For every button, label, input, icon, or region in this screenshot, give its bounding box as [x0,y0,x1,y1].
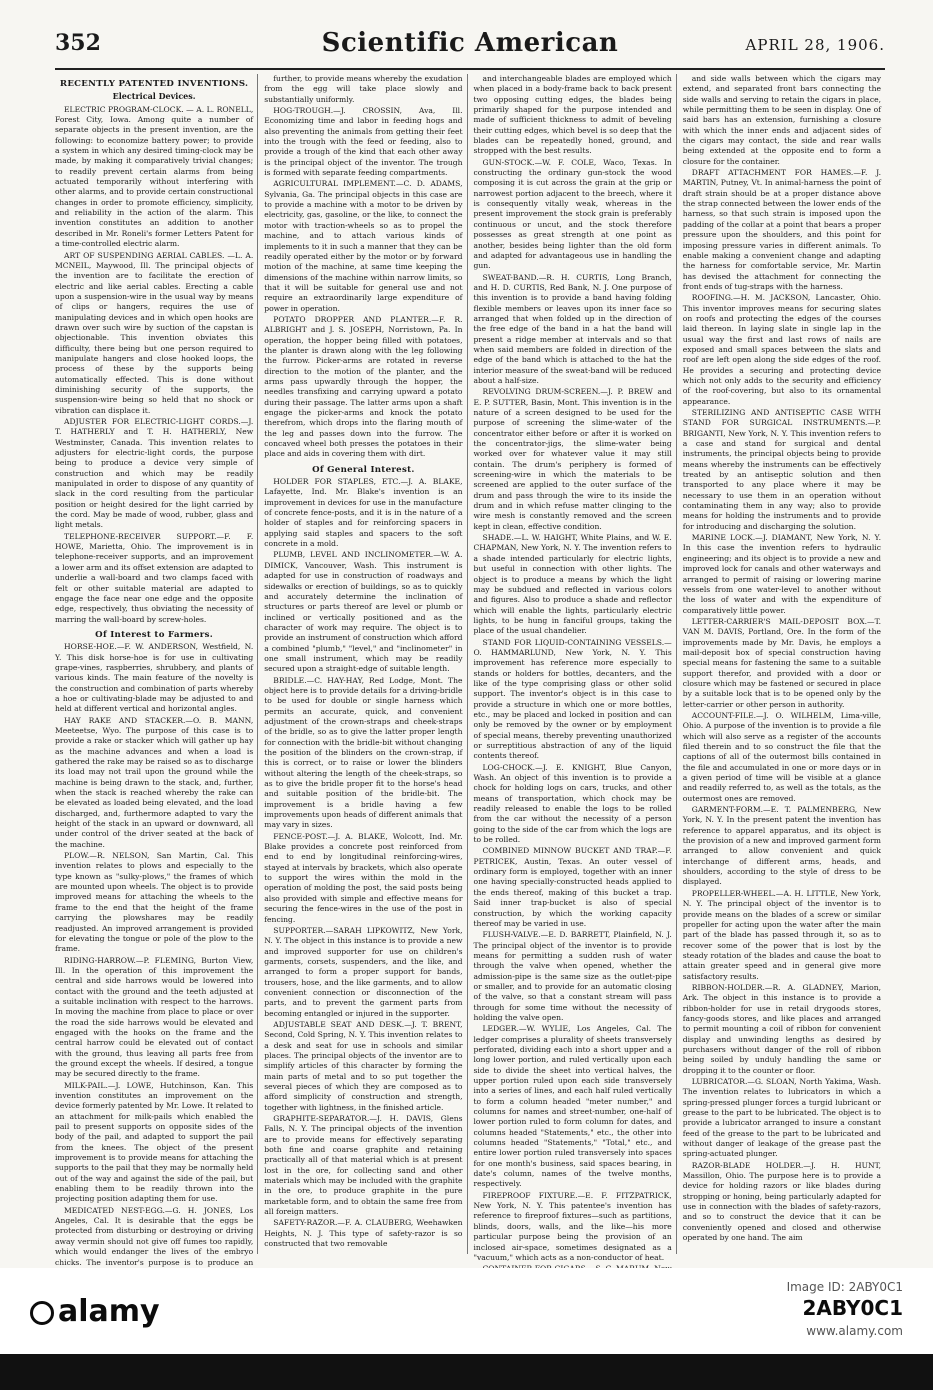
patent-entry: GRAPHITE-SEPARATOR.—J. H. DAVIS, Glens Falls, N. Y. The principal objects of the invention are to provide means for effectively separating both fine and coarse graphite and retaining practically all of that material which is at present lost in the ore, for collecting sand and other materials which may be included with the graphite in the ore, to produce graphite in the pure marketable form, and to obtain the same free from all foreign matters. [264,1114,463,1217]
patent-entry: REVOLVING DRUM-SCREEN.—J. P. BREW and E. P. SUTTER, Basin, Mont. This invention is in the nature of a screen designed to be used for the purpose of screening the slime-water of the concentrator either before or after it is worked on the concentrator-jigs, the slime-water being worked over for whatever value it may still contain. The drum's periphery is formed of screening-wire in which the materials to be screened are applied to the outer surface of the drum and pass through the wire to its inside the drum and in which refuse matter clinging to the wire mesh is constantly removed and the screen kept in clean, effective condition. [473,387,672,531]
patent-entry: HOG-TROUGH.—J. CROSSIN, Ava, Ill. Economizing time and labor in feeding hogs and also preventing the animals from getting their feet into the trough with the feed or feeding, also to provide a trough of the kind that each other away is the principal object of the inventor. The trough is formed with separate feeding compartments. [264,106,463,178]
section-heading: Of General Interest. [312,464,415,475]
section-heading: RECENTLY PATENTED INVENTIONS. [59,79,249,89]
patent-entry: STERILIZING AND ANTISEPTIC CASE WITH STAND FOR SURGICAL INSTRUMENTS.—P. BRIGANTI, New York, N. Y. This invention refers to a case and stand for surgical and dental instruments, the principal objects being to provide means whereby the instruments can be effectively treated by an antiseptic solution and then transported to any place where it may be necessary to use them in an operation without contaminating them in any way; also to provide means for holding the instruments and to provide for introducing and discharging the solution. [682,408,881,531]
patent-entry: STAND FOR LIQUID-CONTAINING VESSELS.—O. HAMMARLUND, New York, N. Y. This improvement has reference more especially to stands or holders for bottles, decanters, and the like of the type comprising glass or other solid support. The inventor's object is in this case to provide a structure in which one or more bottles, etc., may be placed and locked in position and can only be removed by the owner or by employment of special means, thereby preventing unauthorized or surreptitious abstraction of any of the liquid contents thereof. [473,637,672,761]
patent-entry: MILK-PAIL.—J. LOWE, Hutchinson, Kan. This invention constitutes an improvement on the device formerly patented by Mr. Lowe. It related to an attachment for milk-pails which enabled the pail to present supports on opposite sides of the body of the pail, and adapted to support the pail from the knees. The object of the present improvement is to provide means for attaching the supports to the pail that they may be normally held out of the way and against the side of the pail, but enabling them to be readily thrown into the projecting position adapting them for use. [55,1080,254,1204]
patent-entry: COMBINED MINNOW BUCKET AND TRAP.—F. PETRICEK, Austin, Texas. An outer vessel of ordinary form is employed, together with an inner one having specially-constructed heads applied to the ends thereof, making of this bucket a trap. Said inner trap-bucket is also of special construction, by which the working capacity thereof may be varied in use. [473,846,672,928]
patent-entry: LUBRICATOR.—G. SLOAN, North Yakima, Wash. The invention relates to lubricators in which a spring-pressed plunger forces a turgid lubricant or grease to the part to be lubricated. The object is to provide a lubricator arranged to insure a constant feed of the grease to the part to be lubricated and without danger of leakage of the grease past the spring-actuated plunger. [682,1077,881,1159]
patent-entry: LOG-CHOCK.—J. E. KNIGHT, Blue Canyon, Wash. An object of this invention is to provide a chock for holding logs on cars, trucks, and other means of transportation, which chock may be readily released to enable the logs to be rolled from the car without the necessity of a person going to the side of the car from which the logs are to be rolled. [473,762,672,845]
patent-entry: HOLDER FOR STAPLES, ETC.—J. A. BLAKE, Lafayette, Ind. Mr. Blake's invention is an improvement in devices for use in the manufacture of concrete fence-posts, and it is in the nature of a holder of staples and for reinforcing spacers in applying said staples and spacers to the soft concrete in a mold. [264,477,463,549]
stock-site-url[interactable]: www.alamy.com [806,1324,903,1338]
magazine-title: Scientific American [321,28,619,58]
patent-entry: POTATO DROPPER AND PLANTER.—F. R. ALBRIGHT and J. S. JOSEPH, Norristown, Pa. In operation, the hopper being filled with potatoes, the planter is drawn along with the leg following the furrow. Picker-arms are rotated in reverse direction to the motion of the planter, and the arms pass upwardly through the hopper, the needles transfixing and carrying upward a potato during their passage. The latter arms upon a shaft engage the picker-arms and knock the potato therefrom, which drops into the flaring mouth of the leg and passes down into the furrow. The concaved wheel both presses the potatoes in their place and aids in covering them with dirt. [264,314,463,459]
stock-footer [0,1268,933,1390]
patent-entry: LEDGER.—W. WYLIE, Los Angeles, Cal. The ledger comprises a plurality of sheets transversely perforated, dividing each into a short upper and a long lower portion, and ruled vertically upon each side to divide the sheet into vertical halves, the upper portion ruled upon each side transversely into a series of lines, and each half ruled vertically to form a column headed "meter number," and columns for names and street-number, one-half of lower portion ruled to form column for dates, and columns headed "Statements," etc., the other into columns headed "Statements," "Total," etc., and entire lower portion ruled transversely into spaces for one month's business, said spaces bearing, in date's column, names of the twelve months, respectively. [473,1024,672,1189]
patent-entry: FENCE-POST.—J. A. BLAKE, Wolcott, Ind. Mr. Blake provides a concrete post reinforced from end to end by longitudinal reinforcing-wires, stayed at intervals by brackets, which also operate to support the wires within the mold in the operation of molding the post, the said posts being also provided with simple and effective means for securing the fence-wires in the use of the post in fencing. [264,831,463,924]
subsection-heading: Electrical Devices. [112,91,196,102]
patent-entry: BRIDLE.—C. HAY-HAY, Red Lodge, Mont. The object here is to provide details for a driving-bridle to be used for double or single harness which permits an accurate, quick, and convenient adjustment of the crown-straps and cheek-straps of the bridle, so as to give the latter proper length for connection with the bridle-bit without changing the position of the blinders on the crown-strap, if this is correct, or to raise or lower the blinders without altering the length of the cheek-straps, so as to give the bridle proper fit to the horse's head and suitable position of the bridle-bit. The improvement is a bridle having a few improvements upon heads of different animals that may vary in sizes. [264,675,463,830]
patent-entry: further, to provide means whereby the exudation from the egg will take place slowly and substantially uniformly. [264,74,463,104]
patent-entry: MARINE LOCK.—J. DIAMANT, New York, N. Y. In this case the invention refers to hydraulic engineering; and its object is to provide a new and improved lock for canals and other waterways and arranged to permit of raising or lowering marine vessels from one water-level to another without the loss of water and with the expenditure of comparatively little power. [682,533,881,615]
patent-entry: TELEPHONE-RECEIVER SUPPORT.—F. F. HOWE, Marietta, Ohio. The improvement is in telephone-receiver supports, and an improvement a lower arm and its offset extension are adapted to underlie a wall-board and two clamps faced with felt or other suitable material are adapted to engage the face near one edge and the opposite edge, respectively, thus obviating the necessity of marring the wall-board by screw-holes. [55,531,254,624]
patent-entry: FIREPROOF FIXTURE.—E. F. FITZPATRICK, New York, N. Y. This patentee's invention has reference to fireproof fixtures—such as partitions, blinds, doors, walls, and the like—his more particular purpose being the provision of an inclosed air-space, sometimes designated as a "vacuum," which acts as a non-conductor of heat. [473,1190,672,1262]
alamy-mark-icon [30,1301,54,1325]
patent-entry: SWEAT-BAND.—R. H. CURTIS, Long Branch, and H. D. CURTIS, Red Bank, N. J. One purpose of this invention is to provide a band having folding flexible members or leaves upon its inner face so arranged that when folded up in the direction of the free edge of the band in a hat the band will present a ridge member at intervals and so that when said members are folded in direction of the edge of the band which is attached to the hat the interior measure of the sweat-band will be reduced about a half-size. [473,272,672,385]
article-columns [55,74,885,1267]
issue-date: APRIL 28, 1906. [745,36,885,54]
alamy-logo[interactable] [30,1294,160,1329]
page-number: 352 [55,30,101,56]
patent-entry: RAZOR-BLADE HOLDER.—J. H. HUNT, Massillon, Ohio. The purpose here is to provide a device for holding razors or like blades during stropping or honing, being particularly adapted for use in connection with the blades of safety-razors, and so to construct the device that it can be conveniently opened and closed and otherwise operated by one hand. The aim [682,1160,881,1243]
patent-entry: PROPELLER-WHEEL.—A. H. LITTLE, New York, N. Y. The principal object of the inventor is to provide means on the blades of a screw or similar propeller for acting upon the water after the main part of the blade has passed through it, so as to recover some of the power that is lost by the steady rotation of the blades and cause the boat to attain greater speed and in general give more satisfactory results. [682,888,881,981]
patent-entry: SUPPORTER.—SARAH LIPKOWITZ, New York, N. Y. The object in this instance is to provide a new and improved supporter for use on children's garments, corsets, suspenders, and the like, and arranged to form a proper support for bands, trousers, hose, and the like garments, and to allow convenient connection or disconnection of the parts, and to prevent the garment parts from becoming entangled or injured in the supporter. [264,925,463,1018]
patent-entry: FLUSH-VALVE.—E. D. BARRETT, Plainfield, N. J. The principal object of the inventor is to provide means for permitting a sudden rush of water through the valve when opened, whether the admission-pipe is the same size as the outlet-pipe or smaller, and to provide for an automatic closing of the valve, so that a constant stream will pass through for some time without the necessity of holding the valve open. [473,930,672,1022]
patent-entry: ROOFING.—H. M. JACKSON, Lancaster, Ohio. This inventor improves means for securing slates on roofs and protecting the edges of the courses laid thereon. In laying slate in single lap in the usual way the first and last rows of nails are exposed and small spaces between the slats and roof are left open along the side edges of the roof. He provides a securing and protecting device which not only adds to the security and efficiency of the roof-covering, but also to its ornamental appearance. [682,293,881,406]
patent-entry: and interchangeable blades are employed which when placed in a body-frame back to back present two opposing cutting edges, the blades being primarily shaped for the purpose intended and made of sufficient thickness to admit of beveling their cutting edges, which bevel is so deep that the blades can be repeatedly honed, ground, and stropped with the best results. [473,74,672,156]
patent-entry: AGRICULTURAL IMPLEMENT.—C. D. ADAMS, Sylvania, Ga. The principal objects in this case are to provide a machine with a motor to be driven by electricity, gas, gasoline, or the like, to connect the motor with traction-wheels so as to propel the machine, and to attach various kinds of implements to it in such a manner that they can be readily operated either by the motor or by forward motion of the machine, at same time keeping the dimensions of the machine within narrow limits, so that it will be suitable for general use and not require an extraordinarily large expenditure of power in operation. [264,179,463,313]
column-3 [473,74,677,1262]
patent-entry: ACCOUNT-FILE.—J. O. WILHELM, Lima-ville, Ohio. A purpose of the invention is to provide a file which will also serve as a register of the accounts filed therein and to so construct the file that the captions of all of the outermost bills contained in the file and accumulated in one or more days or in a given period of time will be visible at a glance and readily referred to, as well as the totals, as the outermost ones are removed. [682,710,881,803]
alamy-logo-text: alamy [58,1294,160,1329]
patent-entry: LETTER-CARRIER'S MAIL-DEPOSIT BOX.—T. VAN M. DAVIS, Portland, Ore. In the form of the improvements made by Mr. Davis, he employs a mail-deposit box of special construction having special means for fastening the same to a suitable support therefor, and provided with a door or closure which may be fastened or secured in place by a suitable lock that is to be opened only by the letter-carrier or other person in authority. [682,616,881,709]
section-heading: Of Interest to Farmers. [95,629,214,640]
patent-entry: ADJUSTABLE SEAT AND DESK.—J. T. BRENT, Second, Cold Spring, N. Y. This invention relates to a desk and seat for use in schools and similar places. The principal objects of the inventor are to simplify articles of this character by forming the main parts of metal and to so put together the several pieces of which they are composed as to afford simplicity of construction and strength, together with lightness, in the finished article. [264,1019,463,1112]
patent-entry: HAY RAKE AND STACKER.—O. B. MANN, Meeteetse, Wyo. The purpose of this case is to provide a rake or stacker which will gather up hay as the machine advances and when a load is gathered the rake may be raised so as to discharge its load may not trail upon the ground while the machine is being drawn to the stack, and, further, when the stack is reached whereby the rake can be elevated as loaded being elevated, and the load discharged, and, furthermore adapted to vary the height of the stack in an upward or downward, all under control of the driver seated at the back of the machine. [55,715,254,849]
patent-entry: SHADE.—L. W. HAIGHT, White Plains, and W. E. CHAPMAN, New York, N. Y. The invention refers to a shade intended particularly for electric lights, but useful in connection with other lights. The object is to produce a means by which the light may be subdued and reflected in various colors and figures. Also to produce a shade and reflector which will enable the lights, particularly electric lights, to be hung in fanciful groups, taking the place of the usual chandelier. [473,533,672,636]
column-2 [264,74,467,1254]
page-header [55,28,885,68]
patent-entry: GARMENT-FORM.—E. T. PALMENBERG, New York, N. Y. In the present patent the invention has reference to apparel apparatus, and its object is the provision of a new and improved garment form arranged to allow convenient and quick interchange of different arms, heads, and shoulders, according to the style of dress to be displayed. [682,805,881,887]
patent-entry: and side walls between which the cigars may extend, and separated front bars connecting the side walls and serving to retain the cigars in place, while permitting them to be seen in display. One of said bars has an extension, furnishing a closure with which the inner ends and adjacent sides of the cigars may contact, the side and rear walls being extended at the opposite end to form a closure for the container. [682,74,881,166]
footer-bar [0,1354,933,1390]
patent-entry: RIDING-HARROW.—P. FLEMING, Burton View, Ill. In the operation of this improvement the central and side harrows would be lowered into contact with the ground and the teeth adjusted at a suitable inclination with respect to the harrows. In moving the machine from place to place or over the road the side harrows would be elevated and engaged with the hooks on the frame and the central harrow could be elevated out of contact with the ground, thus leaving all parts free from the ground except the wheels. If desired, a tongue may be secured directly to the frame. [55,955,254,1079]
column-1 [55,74,258,1267]
patent-entry: GUN-STOCK.—W. F. COLE, Waco, Texas. In constructing the ordinary gun-stock the wood composing it is cut across the grain at the grip or narrowest portion adjacent to the breech, where it is consequently vitally weak, whereas in the present improvement the stock grain is preferably continuous or uncut, and the stock therefore possesses as great strength at one point as another, besides being lighter than the old form and adapted for advantageous use in handling the gun. [473,157,672,271]
patent-entry: ART OF SUSPENDING AERIAL CABLES. —L. A. MCNEIL, Maywood, Ill. The principal objects of the invention are to facilitate the erection of electric and like aerial cables. Erecting a cable upon a suspension-wire in the usual way by means of clips or hangers, requires the use of manipulating devices and in which open hooks are drawn over such wire by suction of the capstan is objectionable. This invention obviates this difficulty, there being but one person required to manipulate hangers and close hooked loops, the process of these by the supports being automatically effected. This is done without diminishing security of the supports, the suspension-wire being so held that no shock or vibration can displace it. [55,250,254,415]
patent-entry: PLOW.—R. NELSON, San Martin, Cal. This invention relates to plows and especially to the type known as "sulky-plows," the frames of which are mounted upon wheels. The object is to provide improved means for attaching the wheels to the frame to the end that the height of the frame carrying the plowshares may be readily readjusted. An improved arrangement is provided for elevating the tongue or pole of the plow to the frame. [55,851,254,954]
header-rule [55,68,885,70]
column-4 [683,74,885,1254]
patent-entry: MEDICATED NEST-EGG.—G. H. JONES, Los Angeles, Cal. It is desirable that the eggs be protected from disturbing or destroying or driving away vermin should not give off fumes too rapidly, which would endanger the lives of the embryo chicks. The inventor's purpose is to produce an [55,1205,254,1267]
patent-entry: HORSE-HOE.—F. W. ANDERSON, Westfield, N. Y. This disk horse-hoe is for use in cultivating grape-vines, raspberries, shrubbery, and plants of various kinds. The main feature of the novelty is the construction and combination of parts whereby a hoe or cultivating-blade may be adjusted to and held at different vertical and horizontal angles. [55,642,254,714]
image-id: 2ABY0C1 [802,1296,903,1320]
patent-entry: ELECTRIC PROGRAM-CLOCK. — A. L. RONELL, Forest City, Iowa. Among quite a number of separate objects in the present invention, are the following: to economize battery power; to provide a system in which any desired timing-clock may be made, by making it comparatively trivial changes; to readily prevent certain alarms from being actuated temporarily without interfering with other alarms, and to provide certain constructional changes in order to promote efficiency, simplicity, and reliability in the action of the alarm. This invention constitutes an addition to another described in Mr. Roneli's former Letters Patent for a time-controlled electric alarm. [55,104,254,249]
patent-entry: SAFETY-RAZOR.—F. A. CLAUBERG, Weehawken Heights, N. J. This type of safety-razor is so constructed that two removable [264,1218,463,1249]
patent-entry: PLUMB, LEVEL AND INCLINOMETER.—W. A. DIMICK, Vancouver, Wash. This instrument is adapted for use in construction of roadways and sidewalks or erection of buildings, so as to quickly and accurately determine the inclination of structures or parts thereof are level or plumb or inclined or vertically positioned and as the character of work may require. The object is to provide an instrument of construction which afford a combined "plumb," "level," and "inclinometer" in one small instrument, which may be readily secured upon a straight-edge of suitable length. [264,550,463,674]
image-id-label: Image ID: 2ABY0C1 [786,1280,903,1294]
patent-entry: RIBBON-HOLDER.—R. A. GLADNEY, Marion, Ark. The object in this instance is to provide a ribbon-holder for use in retail drygoods stores, fancy-goods stores, and like places and arranged to permit mounting a coil of ribbon for convenient display and unwinding lengths as desired by purchasers without danger of the roll of ribbon being soiled by unduly handling the same or dropping it to the counter or floor. [682,982,881,1075]
patent-entry: ADJUSTER FOR ELECTRIC-LIGHT CORDS.—J. T. HATHERLY and T. H. HATHERLY, New Westminster, Canada. This invention relates to adjusters for electric-light cords, the purpose being to produce a device very simple of construction and which may be readily manipulated in order to dispose of any quantity of slack in the cord resulting from the particular position or height desired for the light carried by the cord. May be made of wood, rubber, glass and light metals. [55,417,254,530]
patent-entry: DRAFT ATTACHMENT FOR HAMES.—F. J. MARTIN, Putney, Vt. In animal-harness the point of draft strain should be at a proper distance above the strap connected between the lower ends of the harness, so that such strain is imposed upon the padding of the collar at a point that bears a proper pressure upon the shoulders, and this point for imposing pressure varies in different animals. To enable making a convenient change and adapting the harness for comfortable service, Mr. Martin has devised the attachment for connecting the front ends of tug-straps with the harness. [682,168,881,291]
